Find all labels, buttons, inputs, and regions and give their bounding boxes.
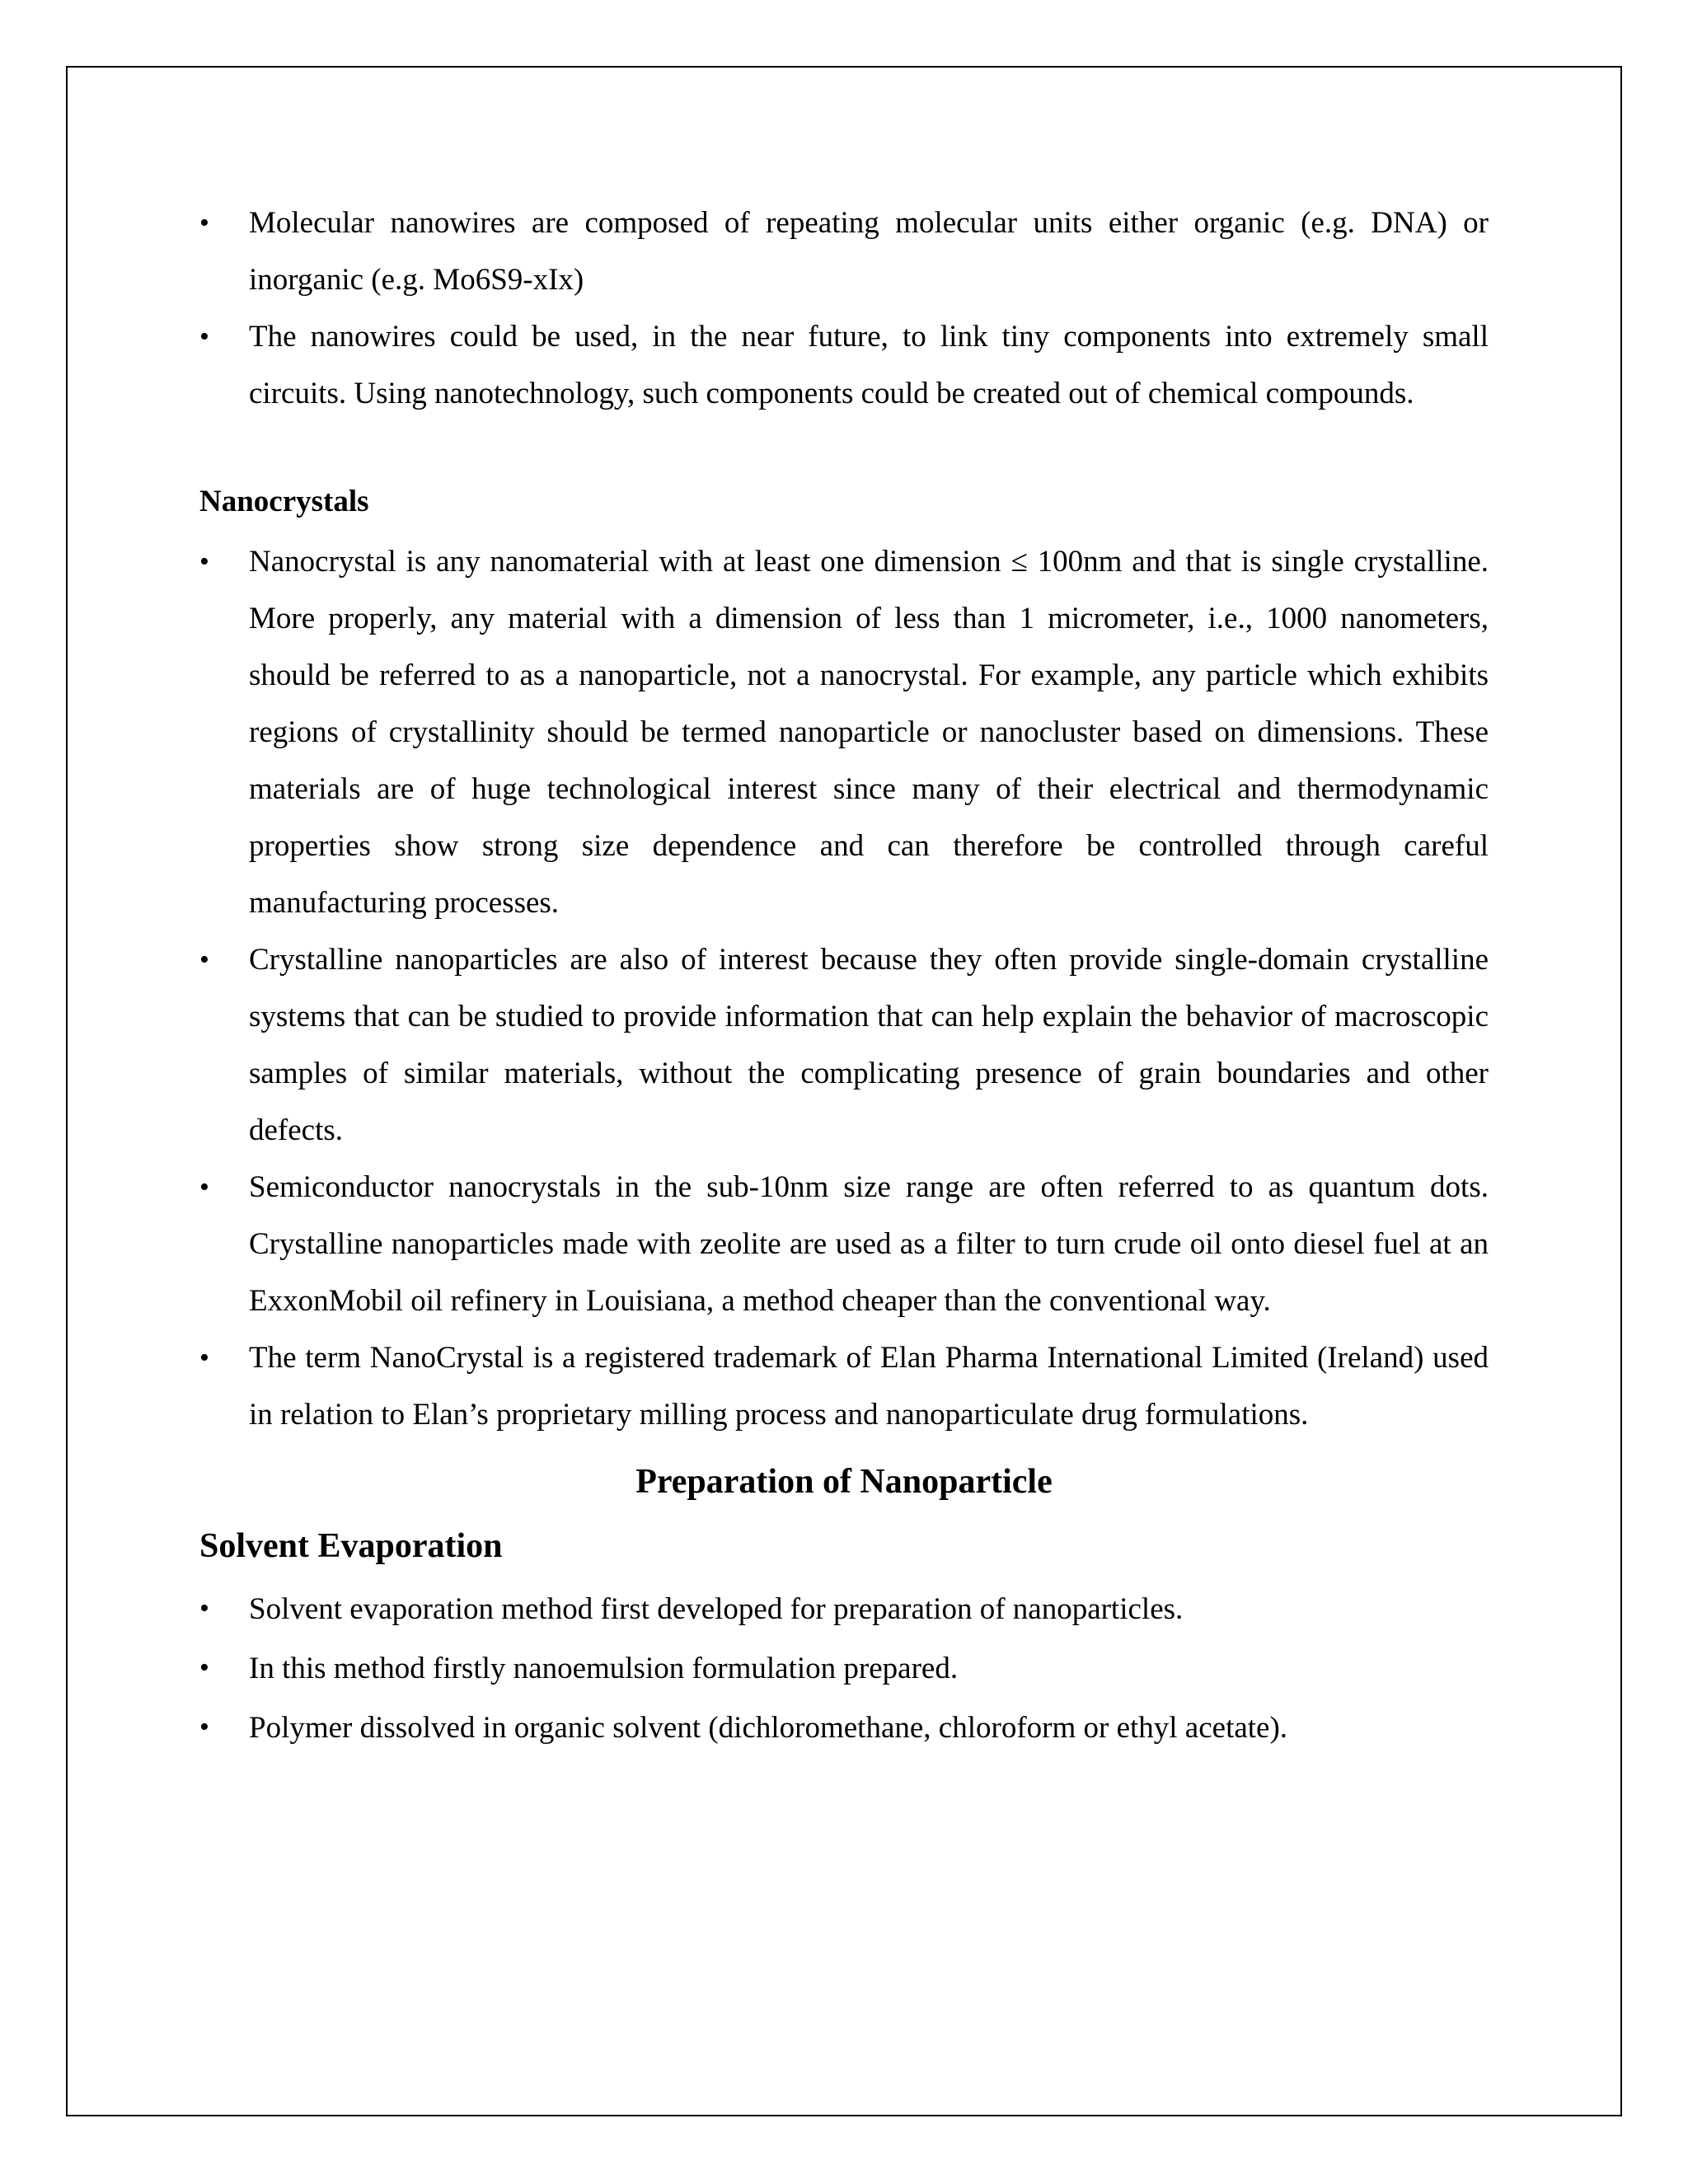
nanowires-list (199, 194, 1489, 422)
bullet-icon: • (199, 208, 209, 238)
list-item-text: Polymer dissolved in organic solvent (dichloromethane, chloroform or ethyl acetate). (249, 1711, 1288, 1745)
list-item-text: Molecular nanowires are composed of repeating molecular units either organic (e.g. DNA) or inorganic (e.g. Mo6S9-xIx) (249, 206, 1489, 297)
bullet-icon: • (199, 944, 209, 975)
list-item (199, 308, 1489, 422)
list-item-text: Semiconductor nanocrystals in the sub-10nm size range are often referred to as quantum dots. Crystalline nanoparticles made with zeolite are used as a filter to turn crude oil onto diesel fuel at an ExxonMobil oil refinery in Louisiana, a method cheaper than the conventional way. (249, 1170, 1489, 1318)
list-item (199, 1329, 1489, 1443)
list-item (199, 1580, 1489, 1639)
nanocrystals-heading: Nanocrystals (199, 485, 369, 518)
list-item-text: Solvent evaporation method first developed for preparation of nanoparticles. (249, 1592, 1184, 1626)
solvent-evaporation-list (199, 1580, 1489, 1758)
list-item (199, 194, 1489, 308)
list-item-text: Crystalline nanoparticles are also of interest because they often provide single-domain crystalline systems that can be studied to provide information that can help explain the behavior of macroscopic samples of similar materials, without the complicating presence of grain boundaries and other defects. (249, 943, 1489, 1147)
bullet-icon: • (199, 1343, 209, 1373)
document-body (199, 194, 1489, 1758)
list-item-text: Nanocrystal is any nanomaterial with at least one dimension ≤ 100nm and that is single crystalline. More properly, any material with a dimension of less than 1 micrometer, i.e., 1000 nanometers, should be referred to as a nanoparticle, not a nanocrystal. For example, any particle which exhibits regions of crystallinity should be termed nanoparticle or nanocluster based on dimensions. These materials are of huge technological interest since many of their electrical and thermodynamic properties show strong size dependence and can therefore be controlled through careful manufacturing processes. (249, 545, 1489, 920)
bullet-icon: • (199, 321, 209, 352)
list-item-text: The nanowires could be used, in the near future, to link tiny components into extremely small circuits. Using nanotechnology, such components could be created out of chemical compounds. (249, 320, 1489, 410)
list-item (199, 931, 1489, 1159)
list-item (199, 1159, 1489, 1329)
list-item-text: The term NanoCrystal is a registered trademark of Elan Pharma International Limited (Ireland) used in relation to Elan’s proprietary milling process and nanoparticulate drug formulations. (249, 1341, 1489, 1432)
list-item-text: In this method firstly nanoemulsion formulation prepared. (249, 1652, 959, 1685)
bullet-icon: • (199, 1652, 209, 1683)
preparation-title: Preparation of Nanoparticle (635, 1463, 1053, 1501)
bullet-icon: • (199, 1712, 209, 1742)
solvent-evaporation-heading: Solvent Evaporation (199, 1527, 503, 1565)
nanocrystals-list (199, 533, 1489, 1443)
list-item (199, 533, 1489, 931)
bullet-icon: • (199, 546, 209, 577)
list-item (199, 1699, 1489, 1758)
list-item (199, 1639, 1489, 1699)
bullet-icon: • (199, 1593, 209, 1624)
bullet-icon: • (199, 1172, 209, 1202)
